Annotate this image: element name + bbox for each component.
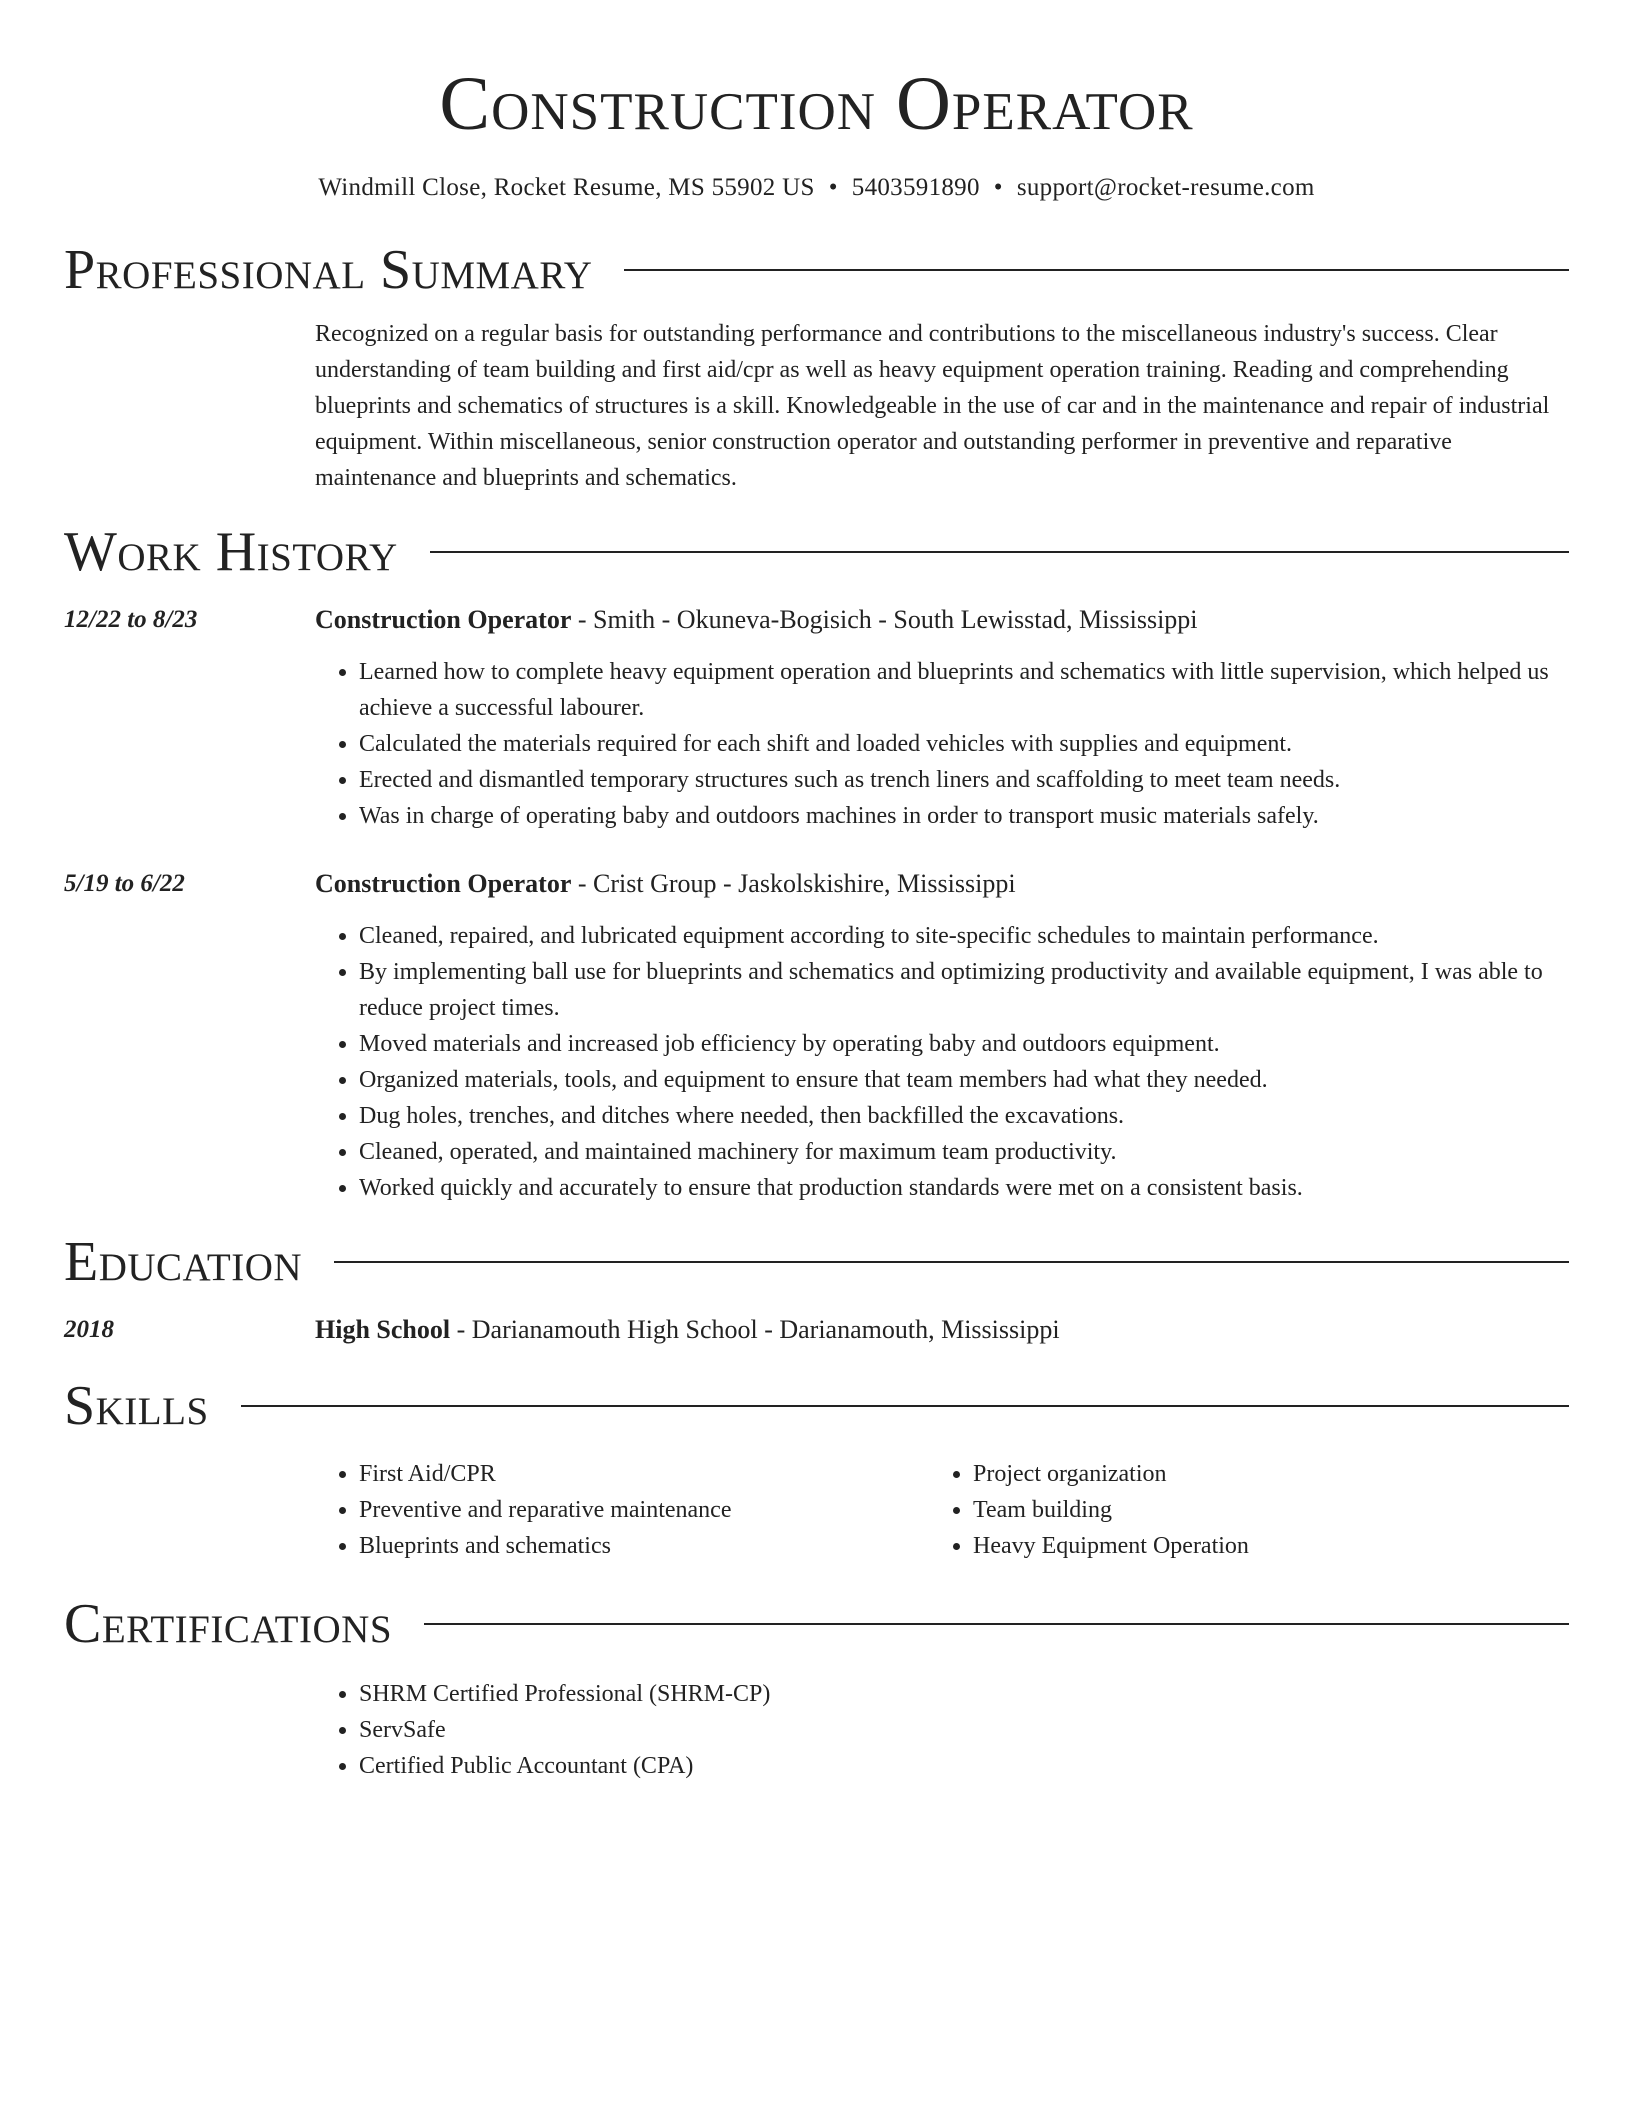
job-heading: [315, 866, 1569, 902]
education-heading: [315, 1312, 1569, 1348]
job-body: [315, 866, 1569, 1206]
job-entry: [64, 866, 1569, 1206]
skills-spacer: [64, 1438, 315, 1564]
contact-separator: •: [993, 174, 1003, 201]
job-entry: [64, 602, 1569, 834]
list-item: • Cleaned, repaired, and lubricated equipment according to site-specific schedules to maintain performance.: [359, 918, 1569, 954]
summary-row: [64, 316, 1569, 496]
section-divider: [334, 1261, 1569, 1263]
job-dates: 12/22 to 8/23: [64, 606, 198, 633]
education-degree: High School: [315, 1315, 451, 1344]
contact-separator: •: [828, 174, 838, 201]
job-employer: - Smith - Okuneva-Bogisich - South Lewisstad, Mississippi: [571, 605, 1198, 634]
job-bullets: [315, 918, 1569, 1206]
education-year: 2018: [64, 1316, 114, 1343]
skills-body: [315, 1438, 1569, 1564]
job-bullets: [315, 654, 1569, 834]
list-item: • Calculated the materials required for each shift and loaded vehicles with supplies and equipment.: [359, 726, 1569, 762]
section-divider: [241, 1405, 1569, 1407]
skill-item: • Team building: [973, 1492, 1543, 1528]
section-title-certifications: Certifications: [64, 1593, 393, 1655]
certifications-spacer: [64, 1656, 315, 1784]
section-divider: [424, 1623, 1569, 1625]
contact-phone: 5403591890: [851, 174, 980, 201]
job-employer: - Crist Group - Jaskolskishire, Mississippi: [571, 869, 1016, 898]
section-divider: [624, 269, 1569, 271]
list-item: • By implementing ball use for blueprints and schematics and optimizing productivity and available equipment, I was able to reduce project times.: [359, 954, 1569, 1026]
list-item: • Erected and dismantled temporary structures such as trench liners and scaffolding to meet team needs.: [359, 762, 1569, 798]
list-item: • Worked quickly and accurately to ensure that production standards were met on a consistent basis.: [359, 1170, 1569, 1206]
job-dates: 5/19 to 6/22: [64, 870, 185, 897]
certifications-list: [315, 1676, 1569, 1784]
list-item: • Moved materials and increased job efficiency by operating baby and outdoors equipment.: [359, 1026, 1569, 1062]
education-entry: [64, 1312, 1569, 1348]
list-item: • Was in charge of operating baby and outdoors machines in order to transport music materials safely.: [359, 798, 1569, 834]
section-title-education: Education: [64, 1231, 303, 1293]
section-title-work: Work History: [64, 521, 398, 583]
section-header-work: [64, 520, 1569, 584]
section-header-certifications: [64, 1592, 1569, 1656]
skill-item: • First Aid/CPR: [359, 1456, 929, 1492]
contact-line: [64, 172, 1569, 204]
skills-list-right: [929, 1456, 1543, 1564]
certification-item: • Certified Public Accountant (CPA): [359, 1748, 1569, 1784]
contact-email: support@rocket-resume.com: [1016, 174, 1315, 201]
job-title: Construction Operator: [315, 605, 572, 634]
summary-text: Recognized on a regular basis for outstanding performance and contributions to the miscellaneous industry's success. Clear understanding of team building and first aid/cpr as well as heavy equipment operation training. Reading and comprehending blueprints and schematics of structures is a skill. Knowledgeable in the use of car and in the maintenance and repair of industrial equipment. Within miscellaneous, senior construction operator and outstanding performer in preventive and reparative maintenance and blueprints and schematics.: [315, 321, 1550, 491]
skills-grid: [315, 1456, 1569, 1564]
section-header-education: [64, 1230, 1569, 1294]
skill-item: • Blueprints and schematics: [359, 1528, 929, 1564]
certifications-row: [64, 1656, 1569, 1784]
skills-list-left: [315, 1456, 929, 1564]
section-divider: [430, 551, 1569, 553]
list-item: • Cleaned, operated, and maintained machinery for maximum team productivity.: [359, 1134, 1569, 1170]
contact-address: Windmill Close, Rocket Resume, MS 55902 US: [318, 174, 815, 201]
resume-page: [64, 0, 1569, 1784]
section-title-summary: Professional Summary: [64, 239, 593, 301]
skills-row: [64, 1438, 1569, 1564]
certifications-body: [315, 1656, 1569, 1784]
section-header-summary: [64, 238, 1569, 302]
list-item: • Dug holes, trenches, and ditches where needed, then backfilled the excavations.: [359, 1098, 1569, 1134]
education-school: - Darianamouth High School - Darianamouth, Mississippi: [450, 1315, 1060, 1344]
job-heading: [315, 602, 1569, 638]
job-body: [315, 602, 1569, 834]
section-title-skills: Skills: [64, 1375, 209, 1437]
certification-item: • SHRM Certified Professional (SHRM-CP): [359, 1676, 1569, 1712]
summary-spacer: [64, 316, 315, 496]
section-header-skills: [64, 1374, 1569, 1438]
skill-item: • Project organization: [973, 1456, 1543, 1492]
skill-item: • Preventive and reparative maintenance: [359, 1492, 929, 1528]
list-item: • Organized materials, tools, and equipment to ensure that team members had what they needed.: [359, 1062, 1569, 1098]
certification-item: • ServSafe: [359, 1712, 1569, 1748]
education-body: [315, 1312, 1569, 1348]
list-item: • Learned how to complete heavy equipment operation and blueprints and schematics with little supervision, which helped us achieve a successful labourer.: [359, 654, 1569, 726]
job-title: Construction Operator: [315, 869, 572, 898]
candidate-name: Construction Operator: [439, 62, 1194, 146]
summary-body: [315, 316, 1569, 496]
skill-item: • Heavy Equipment Operation: [973, 1528, 1543, 1564]
